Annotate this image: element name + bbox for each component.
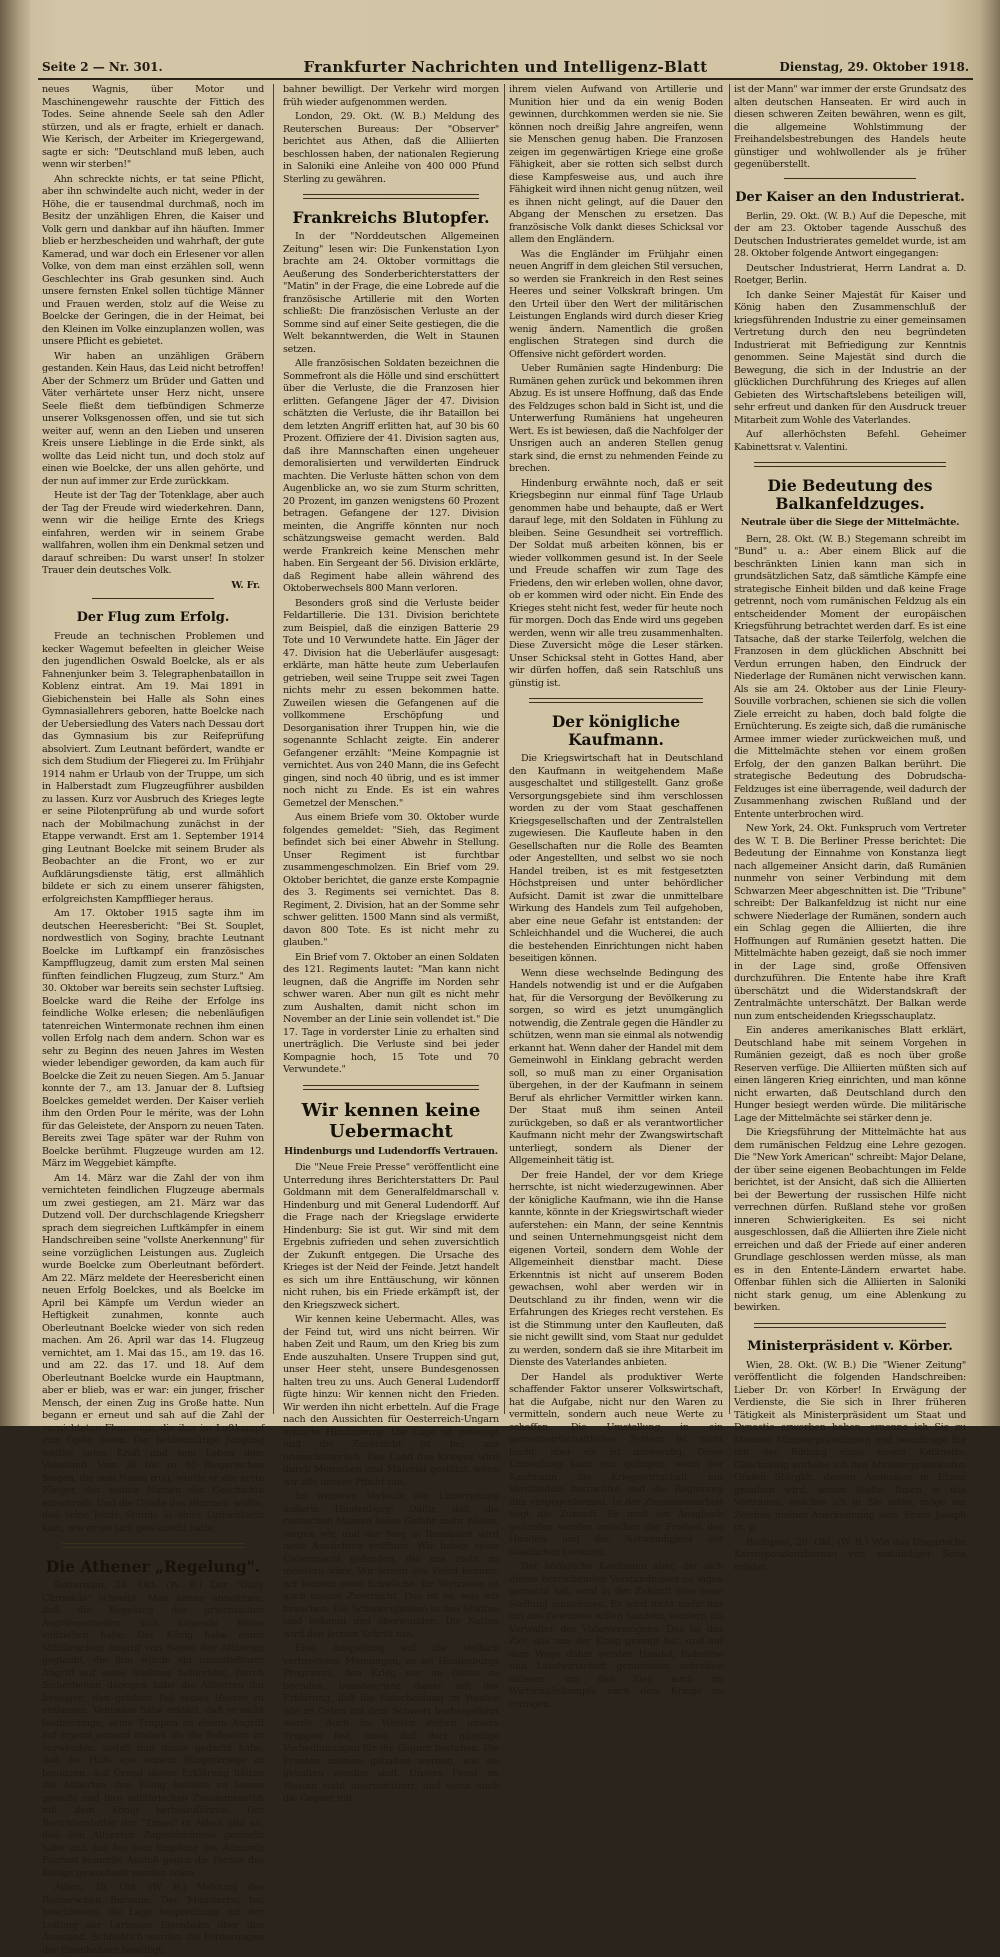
- adjacent-page-edge: [978, 0, 1000, 1426]
- article-paragraph: Die "Neue Freie Presse" veröffentlicht eine Unterredung ihres Berichterstatters Dr. Paul Goldmann mit dem Generalfeldmarschall v. Hindenburg und mit General Ludendorff. Auf die Frage nach der Kriegslage erwiderte Hindenburg: Sie ist gut. Wir sind mit dem Ergebnis zufrieden und sehen zuversichtlich der Zukunft entgegen. Die Ursache des Krieges ist der Neid der Feinde. Jetzt handelt es sich um ihre Enttäuschung, wir können nicht ruhen, bis ein Friede erkämpft ist, der den Kriegszweck sichert.: [283, 1162, 499, 1311]
- subheadline-bedeutung: Neutrale über die Siege der Mittelmächte.: [740, 517, 960, 528]
- column-rule: [504, 84, 505, 1414]
- headline-bedeutung: Die Bedeutung des Balkanfeldzuges.: [767, 476, 933, 513]
- article-paragraph: ist der Mann" war immer der erste Grundsatz des alten deutschen Hanseaten. Er wird auch in diesen schweren Zeiten bewähren, wenn es gilt, die allgemeine Wohlstimmung der Freihandelsbestrebungen des Handels heute günstiger und wohlwollender als je früher gegenüberstellt.: [734, 84, 966, 170]
- separator: [529, 698, 703, 703]
- article-paragraph: Alle französischen Soldaten bezeichnen die Sommefront als die Hölle und sind erschüttert über die Verluste, die die Franzosen hier erlitten. Gefangene Jäger der 47. Division schätzten die Verluste, die ihr Bataillon bei dem letzten Angriff erlitten hat, auf 30 bis 60 Prozent. Offiziere der 41. Division sagten aus, daß ihre Mannschaften einen ungeheuer demoralisierten und verwilderten Eindruck machten. Die Verluste hätten schon von dem Augenblicke an, wo sie zum Sturm schritten, 20 Prozent, im ganzen wenigstens 60 Prozent betragen. Gefangene der 127. Division meinten, die Angriffe könnten nur noch schätzungsweise gemacht werden. Bald werde Frankreich keine Menschen mehr haben. Ein Sergeant der 56. Division erklärte, daß Regiment habe allein während des Oktoberwechsels 800 Mann verloren.: [283, 358, 499, 594]
- article-paragraph: Wir haben an unzähligen Gräbern gestanden. Kein Haus, das Leid nicht betroffen! Aber der Schmerz um Brüder und Gatten und Väter verhärtete unser Herz nicht, unsere Seele fließt dem tiefbündigen Schmerze unserer Volksgenossen offen, und sie tut sich weiter auf, wenn an den Lieben und unseren Kreis unsere Lieblinge in die Erde sinkt, als wollte das Leid nicht tun, und doch stolz auf einen wie Boelcke, der uns allen gehörte, und der nun auf immer zur Erde zurückkam.: [42, 350, 264, 487]
- article-paragraph: New York, 24. Okt. Funkspruch vom Vertreter des W. T. B. Die Berliner Presse berichtet: Die Bedeutung der Einnahme von Konstanza liegt nach allgemeiner Ansicht darin, daß Rumänien nunmehr von seiner Verbindung mit dem Schwarzen Meer abgeschnitten ist. Die "Tribune" schreibt: Der Balkanfeldzug ist nicht nur eine schwere Niederlage der Rumänen, sondern auch ein Schlag gegen die Alliierten, die ihre Hoffnungen auf Rumänien gesetzt hatten. Die Mittelmächte haben gezeigt, daß sie noch immer in der Lage sind, große Offensiven durchzuführen. Die Entente habe ihre Kraft überschätzt und die Widerstandskraft der Zentralmächte unterschätzt. Der Balkan werde nun zum entscheidenden Kriegsschauplatz.: [734, 823, 966, 1022]
- masthead: [38, 56, 973, 78]
- article-paragraph: Ein Brief vom 7. Oktober an einen Soldaten des 121. Regiments lautet: "Man kann nicht leugnen, daß die Angriffe im Norden sehr schwer waren. Aber nun gilt es nicht mehr zum Aushalten, damit nicht schon im November an der Linie sein vollendet ist." Die 17. Tage in vorderster Linie zu erhalten sind unerträglich. Die Verluste sind bei jeder Kompagnie hoch, 15 Tote und 70 Verwundete.": [283, 951, 499, 1075]
- article-paragraph: Am 17. Oktober 1915 sagte ihm im deutschen Heeresbericht: "Bei St. Souplet, nordwestlich von Soginy, brachte Leutnant Boelcke im Luftkampf ein französisches Kampfflugzeug, damit zum ersten Mal seinen fünften feindlichen Flugzeug, zum Sturz." Am 30. Oktober war bereits sein sechster Luftsieg. Boelcke ward die Reihe der Erfolge ins feindliche Wolke erlesen; die nebenläufigen tatenreichen Wintermonate rechnen ihm einen vollen Erfolg nach dem andern. Schon war es sehr zu Beginn des neuen Jahres im Westen wieder lebendiger geworden, da kam auch für Boelcke die Zeit zu neuen Siegen. Am 5. Januar konnte der 7., am 13. Januar der 8. Luftsieg Boelckes gemeldet werden. Der Kaiser verlieh ihm den Orden Pour le mérite, was der Lohn für das Geleistete, der Ansporn zu neuen Taten. Bereits zwei Tage später war der Ruhm von Boelcke berühmt. Flugzeuge wurden am 12. März im Weggebiet kämpfte.: [42, 908, 264, 1169]
- article-paragraph: Der königliche Kaufmann aber, der sich dieses herrschenden Verständnisses zu eigen gemacht hat, wird in der Zukunft eine neue Stellung einnehmen. Er wird nicht mehr nur um des Gewinnes willen handeln, sondern als Verwalter des Volksvermögens. Das ist das Ziel, das uns der Krieg gezeigt hat, und auf dem Wege dahin werden Handel, Industrie und Landwirtschaft gemeinsam schreiten müssen, um den Sieg auch im Wirtschaftskampfe nach dem Kriege zu erringen.: [509, 1561, 723, 1710]
- page-number: Seite 2 — Nr. 301.: [42, 60, 163, 74]
- separator: [754, 1323, 946, 1328]
- separator: [754, 462, 946, 467]
- article-paragraph: Ich danke Seiner Majestät für Kaiser und König haben den Zusammenschluß der kriegsführenden Industrie zu einer gemeinsamen Vertretung durch den neu begründeten Industrierat mit Befriedigung zur Kenntnis genommen. Seine Majestät sind durch die Bewegung, die sich in der Industrie an der glücklichen Durchführung des Krieges auf allen Gebieten des Wirtschaftslebens beteiligen will, sehr erfreut und danken für den Ausdruck treuer Mitarbeit zum Wohle des Vaterlandes.: [734, 289, 966, 426]
- headline-uebermacht: Wir kennen keine Uebermacht: [301, 1099, 481, 1142]
- author-signature: W. Fr.: [231, 579, 260, 591]
- article-paragraph: Wenn diese wechselnde Bedingung des Handels notwendig ist und er die Aufgaben hat, für die Versorgung der Bevölkerung zu sorgen, so wird es jetzt unumgänglich notwendig, die Zentrale gegen die Händler zu schützen, wenn man sie einmal als notwendig erkannt hat. Wenn daher der Handel mit dem Gemeinwohl in Einklang gebracht werden soll, so muß man zu einer Organisation übergehen, in der der Kaufmann in seinem Beruf als ehrlicher Vermittler wirken kann. Der Staat muß ihm seinen Anteil zurückgeben, so daß er als verantwortlicher Kaufmann nicht mehr der Zwangswirtschaft unterliegt, sondern als Diener der Allgemeinheit tätig ist.: [509, 967, 723, 1166]
- article-paragraph: Ein anderes amerikanisches Blatt erklärt, Deutschland habe mit seinem Vorgehen in Rumänien gezeigt, daß es noch über große Reserven verfüge. Die Alliierten müßten sich auf einen längeren Krieg einrichten, und man könne nicht erwarten, daß Deutschland durch den Hunger besiegt werden würde. Die militärische Lage der Mittelmächte sei stärker denn je.: [734, 1025, 966, 1124]
- article-paragraph: Der Handel als produktiver Werte schaffender Faktor unserer Volkswirtschaft, hat die Aufgabe, nicht nur den Waren zu vermitteln, sondern auch neue Werte zu schaffen. Die Umstellung in ein gemeinwirtschaftliches System ist nicht leicht, aber sie ist notwendig. Diese Umstellung kann nur gelingen, wenn der Kaufmann die Kriegswirtschaft mit Verständnis betrachtet und die Regierung ihm entgegenkommt. In der Zusammenarbeit liegt die Zukunft. Es muß ein Ausgleich gefunden werden zwischen der Freiheit des Handels und der Notwendigkeit der staatlichen Lenkung.: [509, 1371, 723, 1558]
- article-paragraph: Wir kennen keine Uebermacht. Alles, was der Feind tut, wird uns nicht beirren. Wir haben Zeit und Raum, um den Krieg bis zum Ende auszuhalten. Unsere Truppen sind gut, unser Heer steht, unsere Bundesgenossen halten treu zu uns. Auch General Ludendorff fügte hinzu: Wir kennen nicht den Frieden. Wir werden ihn nicht erbetteln. Auf die Frage nach den Aussichten für Oesterreich-Ungarn erklärte Hindenburg: Die Lage ist gefestigt und die Zuversicht ist bei uns unerschütterlich. Das Land des Krieges wird durch Menschen und Material gestützt, wenn wir alle unsere Pflicht tun.: [283, 1314, 499, 1488]
- article-paragraph: Die Kriegsführung der Mittelmächte hat aus dem rumänischen Feldzug eine Lehre gezogen. Die "New York American" schreibt: Major Delane, der über seine eigenen Beobachtungen im Felde berichtet, ist der Ansicht, daß sich die Alliierten bei der Bewertung der russischen Hilfe nicht verrechnen dürfen. Rußland stehe vor großen inneren Schwierigkeiten. Es sei nicht ausgeschlossen, daß die Alliierten ihre Ziele nicht erreichen und daß der Friede auf einer anderen Grundlage geschlossen werden müsse, als man es in den Entente-Ländern erwartet habe. Offenbar fühlen sich die Alliierten in Saloniki nicht stark genug, um eine Ablenkung zu bewirken.: [734, 1127, 966, 1313]
- masthead-rule: [38, 78, 973, 80]
- article-paragraph: Deutscher Industrierat, Herrn Landrat a. D. Roetger, Berlin.: [734, 262, 966, 286]
- article-paragraph: Budapest, 29. Okt. (W. B.) Wie das Ungarische Korrespondenzbureau von zuständiger Seite erfährt: [734, 1536, 966, 1573]
- article-paragraph: Ueber Rumänien sagte Hindenburg: Die Rumänen gehen zurück und bekommen ihren Abzug. Es ist unsere Hoffnung, daß das Ende des Feldzuges schon bald in Sicht ist, und die Unterwerfung Rumäniens hat ungeheuren Wert. Es ist bewiesen, daß die Nachfolger der Unsrigen auch an anderen Stellen genug stark sind, die ernst zu nehmenden Feinde zu brechen.: [509, 363, 723, 474]
- article-paragraph: Aus einem Briefe vom 30. Oktober wurde folgendes gemeldet: "Sieh, das Regiment befindet sich bei einer Abwehr in Stellung. Unser Regiment ist furchtbar zusammengeschmolzen. Ein Brief vom 29. Oktober berichtet, die ganze erste Kompagnie des 3. Regiments sei vernichtet. Das 8. Regiment, 2. Division, hat an der Somme sehr schwer gelitten. 1500 Mann sind als vermißt, davon 800 Tote. Es ist nicht mehr zu glauben.": [283, 812, 499, 948]
- article-paragraph: Rotterdam, 28. Okt. (W. B.) Der "Daily Chronicle" schreibt: Man könne annehmen, daß die Regelung der griechischen Angelegenheiten sich folgende Weise vollziehen habe: Der König habe einen Militärischen Angriff von Seiten der Alliierten geglaubt, die ihm wurde ein unmittelbarer Angriff auf seine Stellung befürchtet. Durch Sicherheiten dagegen habe die Alliierten ihn bewogen, den größten Teil seines Heeres zu entlassen. Venizelos habe erklärt, daß er nicht beabsichtige, seine Truppen zu einem Angriff auf irgend jemand anders als die Bulgaren zu verwenden, sodaß nun daran gedacht habe, daß die Hilfe von seinem Bürgerkriege zu benützen. Auf Grund dieser Erklärung hätten die Alliierten den König beiseite zu lassen gewußt und ihre militärischen Zusammenstoß mit dem König herbeizuführen. Der Berichterstatter der "Times" in Athen gibt an, daß den Alliierten Zugeständnisse gemacht habe und daß bei dem Empfang des Admirals Fournet keinerlei Anstoß gegen die Person des Königs gewechselt worden seien.: [42, 1580, 264, 1879]
- article-paragraph: London, 29. Okt. (W. B.) Meldung des Reuterschen Bureaus: Der "Observer" berichtet aus Athen, daß die Alliierten beschlossen haben, der nationalen Regierung in Saloniki eine Anleihe von 400 000 Pfund Sterling zu gewähren.: [283, 111, 499, 185]
- article-paragraph: Ahn schreckte nichts, er tat seine Pflicht, aber ihn schwindelte auch nicht, weder in der Höhe, die er tausendmal durchmaß, noch im Besitz der unzähligen Ehren, die Kaiser und Volk gern und dankbar auf ihn häuften. Immer blieb er herzbescheiden und wahrhaft, der gute Kamerad, und war doch ein Erlesener vor allen Volke, von dem man einst erzählen soll, wenn Geschlechter ins Grab gesunken sind. Auch unsere fernsten Enkel sollen tüchtige Männer und Frauen werden, stolz auf die Weise zu Boelcke der Geringen, die in der Heimat, bei den Kleinen im Volke einzuplanzen wollen, was unsere Pflicht es gebietet.: [42, 173, 264, 347]
- separator: [92, 598, 214, 599]
- headline-frankreich: Frankreichs Blutopfer.: [292, 208, 490, 227]
- article-paragraph: Heute ist der Tag der Totenklage, aber auch der Tag der Freude wird wiederkehren. Dann, wenn wir die heilige Ernte des Kriegs einfahren, werden wir in seinem Grabe wallfahren, wollen ihm ein Denkmal setzen und darauf schreiben: Du warst unser! In stolzer Trauer dein deutsches Volk.: [42, 490, 264, 576]
- separator: [303, 1085, 479, 1090]
- column-rule: [273, 84, 274, 1414]
- article-paragraph: Besonders groß sind die Verluste beider Feldartillerie. Die 131. Division berichtete zum Beispiel, daß die einzigen Batterie 29 Tote und 10 Verwundete hatte. Ein Jäger der 47. Division hat die Ueberläufer ausgesagt: erklärte, man hätte heute zum Ueberlaufen getrieben, weil seine Truppe seit zwei Tagen nichts mehr zu essen bekommen hatte. Zuweilen wiesen die Gefangenen auf die vollkommene Erschöpfung und Desorganisation ihrer Truppen hin, wie die sogenannte Schlacht zeigte. Ein anderer Gefangener erzählt: "Meine Kompagnie ist vernichtet. Aus von 240 Mann, die ins Gefecht gingen, sind noch 40 übrig, und es ist immer noch nicht zu Ende. Es ist ein wahres Gemetzel der Menschen.": [283, 597, 499, 809]
- issue-date: Dienstag, 29. Oktober 1918.: [779, 60, 969, 74]
- article-paragraph: Auf allerhöchsten Befehl. Geheimer Kabinettsrat v. Valentini.: [734, 429, 966, 453]
- article-paragraph: In der "Norddeutschen Allgemeinen Zeitung" lesen wir: Die Funkenstation Lyon brachte am 24. Oktober vormittags die Aeußerung des Sonderberichterstatters der "Matin" in der Frage, die eine Lobrede auf die französische Artillerie mit den Worten schließt: Die französischen Verluste an der Somme sind auf einer Seite gestiegen, die die Welt bekanntwerden, die Welt in Staunen setzen.: [283, 231, 499, 355]
- headline-flug: Der Flug zum Erfolg.: [76, 610, 230, 625]
- column-rule: [729, 84, 730, 1414]
- headline-kaiser: Der Kaiser an den Industrierat.: [735, 189, 965, 205]
- article-paragraph: Am 14. März war die Zahl der von ihm vernichteten feindlichen Flugzeuge abermals um zwei gestiegen, am 21. März war das Dutzend voll. Der durchschlagende Kriegsherr sprach dem siegreichen Luftkämpfer in einem Handschreiben seine "vollste Anerkennung" für seine vorzüglichen Leistungen aus. Zugleich wurde Boelcke zum Oberleutnant befördert. Am 22. März meldete der Heeresbericht einen neuen Erfolg Boelckes, und als Boelcke im April bei Kämpfe um Verdun wieder an Heftigkeit zunahmen, konnte auch Oberleutnant Boelcke wieder von sich reden machen. Am 26. April war das 14. Flugzeug vernichtet, am 1. Mai das 15., am 19. das 16. und am 22. das 17. und 18. Auf dem Oberleutnant Boelcke wurde ein Hauptmann, aber er blieb, was er war: ein junger, frischer Mensch, der einen Zug ins Große hatte. Nun begann er erneut und sah auf die Zahl der vernichteten Flugzeuge, die ihm im Luftkampf zum Opfer fielen. Der heldenmütige Jüngling weihte seine Kraft und sein Leben dem Vaterland. Vom 20 bis zu 40 fliegerischen Siegen, die sein Name trug, wurde er der erste Flieger, der seinen Namen der Geschichte einschrieb. Und die Gnade des Himmels wollte, daß seine letzte Stunde in einer Luftschlacht kam, wie er sie sich gewünscht hatte.: [42, 1172, 264, 1534]
- article-paragraph: Wien, 28. Okt. (W. B.) Die "Wiener Zeitung" veröffentlicht die folgenden Handschreiben: Lieber Dr. von Körber! In Erwägung der Verdienste, die Sie sich in Ihrer früheren Tätigkeit als Ministerpräsident um Staat und Dynastie erworben haben, ernenne ich Sie zu Meinem Ministerpräsidenten und beauftrage Sie mit der Bildung eines neuen Kabinetts. Gleichzeitig enthebe ich den Ministerpräsidenten Grafen Stürgkh, dessen Andenken in Ehren gehalten wird, seiner Stelle. Ihnen in das Vertrauen, welches ich in Sie setze, möge ein Zeichen meiner Anerkennung sein. Franz Joseph m. p.: [734, 1359, 966, 1533]
- headline-koerber: Ministerpräsident v. Körber.: [747, 1338, 953, 1354]
- headline-kaufmann: Der königliche Kaufmann.: [551, 712, 681, 749]
- article-paragraph: Eine Anspielung auf die vielfach verbreiteten Meinungen, es sei Hindenburgs Programm, den Krieg nur im Osten zu beenden, beantwortete dieser mit der Erklärung, daß die Entscheidung im Westen wie im Osten mit dem Schwert herbeigeführt werde. Auch im Westen stehen unsere Truppen fest, ohne daß dort günstige Vorbedingungen für die Gegner bestehen. Die Fronten müssen gehalten werden, wie sie gehalten worden sind. Unsere Front im Westen steht unerschüttert, und wenn auch die Gegner mit: [283, 1643, 499, 1804]
- book-binding: [0, 0, 30, 1426]
- article-paragraph: Im weiteren Verlaufe der Unterredung äußerte Hindenburg: Dafür, daß die russischen Massen keine Gefahr mehr bilden, sorgen wir, und der Sieg in Rumänien wird neue Aussichten eröffnen. Wir haben seine Uebermacht gefunden, die uns nicht zu meistern wäre. Wir lernen den Feind kennen, wir kennen seine Schwäche. Ihr Vertrauen ist auch unsere Zuversicht. Das ist es, was wir brauchen. Die Schwierigkeiten in den Städten sind bekannt und überwunden. Die Nation wird den letzten Schritt tun.: [283, 1491, 499, 1640]
- article-paragraph: Hindenburg erwähnte noch, daß er seit Kriegsbeginn nur einmal fünf Tage Urlaub genommen habe und behaupte, daß er Wert darauf lege, mit den Soldaten in Fühlung zu bleiben. Seine Gesundheit sei vortrefflich. Der Soldat muß arbeiten können, bis er wieder vollkommen gesund ist. In der Seele und Freude schaffen wir zum Tage des Friedens, den wir erleben wollen, ohne davor, ob er kommen wird oder nicht. Ein Ende des Krieges steht nicht fest, weder für heute noch für morgen. Doch das Ende wird uns gegeben werden, wenn wir alle treu zusammenhalten. Diese Zuversicht möge die Leser stärken. Unser Schicksal steht in Gottes Hand, aber wir dürfen hoffen, daß sein Ratschluß uns günstig ist.: [509, 477, 723, 689]
- article-paragraph: ihrem vielen Aufwand von Artillerie und Munition hier und da ein wenig Boden gewinnen, durchkommen werden sie nie. Sie können noch dreißig Jahre angreifen, wenn sie Menschen genug haben. Die Franzosen zeigen im gegenwärtigen Kriege eine große Fähigkeit, aber sie rotten sich selbst durch diese Kampfesweise aus, und auch ihre Fähigkeit wird ihnen nicht genug nützen, weil es ihnen nicht gelingt, auf die Dauer den Abgang der Menschen zu ersetzen. Das französische Volk dankt dieses Schicksal vor allem den Engländern.: [509, 84, 723, 245]
- article-paragraph: Athen, 28. Okt. (W. B.) Meldung des Reuterschen Bureaus: Der Ministerrat hat beschlossen, die Lage besprechung mit der Leitung der Larissaer Eisenbahn über den Ausstand. Schließlich wurden die Forderungen der Eisenbahner bewilligt.: [42, 1882, 264, 1956]
- article-paragraph: Der freie Handel, der vor dem Kriege herrschte, ist nicht wiederzugewinnen. Aber der königliche Kaufmann, wie ihn die Hanse kannte, könnte in der Kriegswirtschaft wieder auferstehen: ein Mann, der seine Kenntnis und seinen Unternehmungsgeist nicht dem eigenen Vorteil, sondern dem Wohle der Allgemeinheit dienstbar macht. Diese Erkenntnis ist nicht auf unserem Boden gewachsen, wohl aber werden wir in Deutschland zu ihr finden, wenn wir die Erfahrungen des Krieges recht verstehen. Es ist die Stimmung unter den Kaufleuten, daß sie nicht gewillt sind, vom Staat nur geduldet zu werden, sondern daß sie ihre Mitarbeit im Dienste des Vaterlandes anbieten.: [509, 1169, 723, 1368]
- article-paragraph: Was die Engländer im Frühjahr einen neuen Angriff in dem gleichen Stil versuchen, so werden sie Frankreich in den Rest seines Heeres und seiner Volkskraft bringen. Um den Urteil über den Wert der militärischen Leistungen Englands wird durch dieser Krieg wenig ändern. Namentlich die großen englischen Strategen sind durch die Offensive nicht gefördert worden.: [509, 248, 723, 360]
- article-paragraph: Die Kriegswirtschaft hat in Deutschland den Kaufmann in weitgehendem Maße ausgeschaltet und stillgestellt. Ganz große Versorgungsgebiete sind ihm verschlossen worden zu der vom Staat geschaffenen Kriegsgesellschaften und der Zentralstellen zugewiesen. Die Kaufleute haben in den Gesellschaften nur die Rolle des Beamten oder Angestellten, und selbst wo sie noch Handel treiben, ist es mit festgesetzten Höchstpreisen und unter behördlicher Aufsicht. Damit ist zwar die unmittelbare Wirkung des Handels zum Teil aufgehoben, aber eine neue Gefahr ist entstanden: der Schleichhandel und die Wucherei, die auch die bestehenden Einrichtungen nicht haben beseitigen können.: [509, 753, 723, 964]
- column-4: [734, 84, 966, 1573]
- article-paragraph: bahner bewilligt. Der Verkehr wird morgen früh wieder aufgenommen werden.: [283, 84, 499, 108]
- column-2: [283, 84, 499, 1804]
- column-3: [509, 84, 723, 1710]
- headline-athen: Die Athener „Regelung".: [45, 1557, 261, 1576]
- article-paragraph: Freude an technischen Problemen und kecker Wagemut befeelten in gleicher Weise den jugendlichen Oswald Boelcke, als er als Fahnenjunker beim 3. Telegraphenbataillon in Koblenz eintrat. Am 19. Mai 1891 in Giebichenstein bei Halle als Sohn eines Gymnasiallehrers geboren, hatte Boelcke nach der Uebersiedlung des Vaters nach Dessau dort das Gymnasium bis zur Reifeprüfung absolviert. Zum Leutnant befördert, wandte er sich dem Studium der Fliegerei zu. Im Frühjahr 1914 nahm er Urlaub von der Truppe, um sich in Halberstadt zum Flugzeugführer ausbilden zu lassen. Kurz vor Ausbruch des Krieges legte er seine Pilotenprüfung ab und wurde sofort nach der Mobilmachung zunächst in der Etappe verwandt. Erst am 1. September 1914 ging Leutnant Boelcke mit seinem Bruder als Beobachter an die Front, wo er zur Aufklärungsdienste tätig, erst allmählich bildete er sich zu einem unserer fähigsten, erfolgreichsten Kampfflieger heraus.: [42, 631, 264, 905]
- subheadline-uebermacht: Hindenburgs und Ludendorffs Vertrauen.: [284, 1145, 498, 1157]
- separator: [303, 194, 479, 199]
- separator: [784, 178, 916, 179]
- newspaper-title: Frankfurter Nachrichten und Intelligenz-Blatt: [303, 58, 708, 76]
- article-paragraph: Bern, 28. Okt. (W. B.) Stegemann schreibt im "Bund" u. a.: Aber einem Blick auf die beschränkten Linien kann man sich in grundsätzlichen Satz, daß sämtliche Kämpfe eine strategische Einheit bilden und daß keine Frage getrennt, noch vom rumänischen Feldzug als ein entscheidender Moment der europäischen Kriegsführung betrachtet werden darf. Es ist eine Tatsache, daß der starke Teilerfolg, welchen die Franzosen in dem glücklichen Abschnitt bei Verdun errungen haben, den Eindruck der Niederlage der Rumänen nicht verwischen kann. Als sie am 24. Oktober aus der Linie Fleury-Souville vorbrachen, schienen sie sich die vollen Ziele erreicht zu haben, doch bald folgte die Ernüchterung. Es zeigte sich, daß die rumänische Armee immer wieder zurückweichen muß, und die Mittelmächte stehen vor einem großen Erfolg, der den ganzen Balkan berührt. Die strategische Bedeutung des Dobrudscha-Feldzuges ist eine überragende, weil dadurch der Zusammenhang zwischen Rußland und der Entente unterbrochen wird.: [734, 533, 966, 820]
- separator: [62, 1543, 244, 1548]
- article-paragraph: neues Wagnis, über Motor und Maschinengewehr rauschte der Fittich des Todes. Seine ahnende Seele sah den Adler stürzen, und als er fragte, erhielt er danach. Wie Kerisch, der Arbeiter im Kriegergewand, sagte er sich: "Deutschland muß leben, auch wenn wir sterben!": [42, 84, 264, 170]
- column-1: [42, 84, 264, 1956]
- article-paragraph: Berlin, 29. Okt. (W. B.) Auf die Depesche, mit der am 23. Oktober tagende Ausschuß des Deutschen Industrierates gemeldet wurde, ist am 28. Oktober folgende Antwort eingegangen:: [734, 210, 966, 259]
